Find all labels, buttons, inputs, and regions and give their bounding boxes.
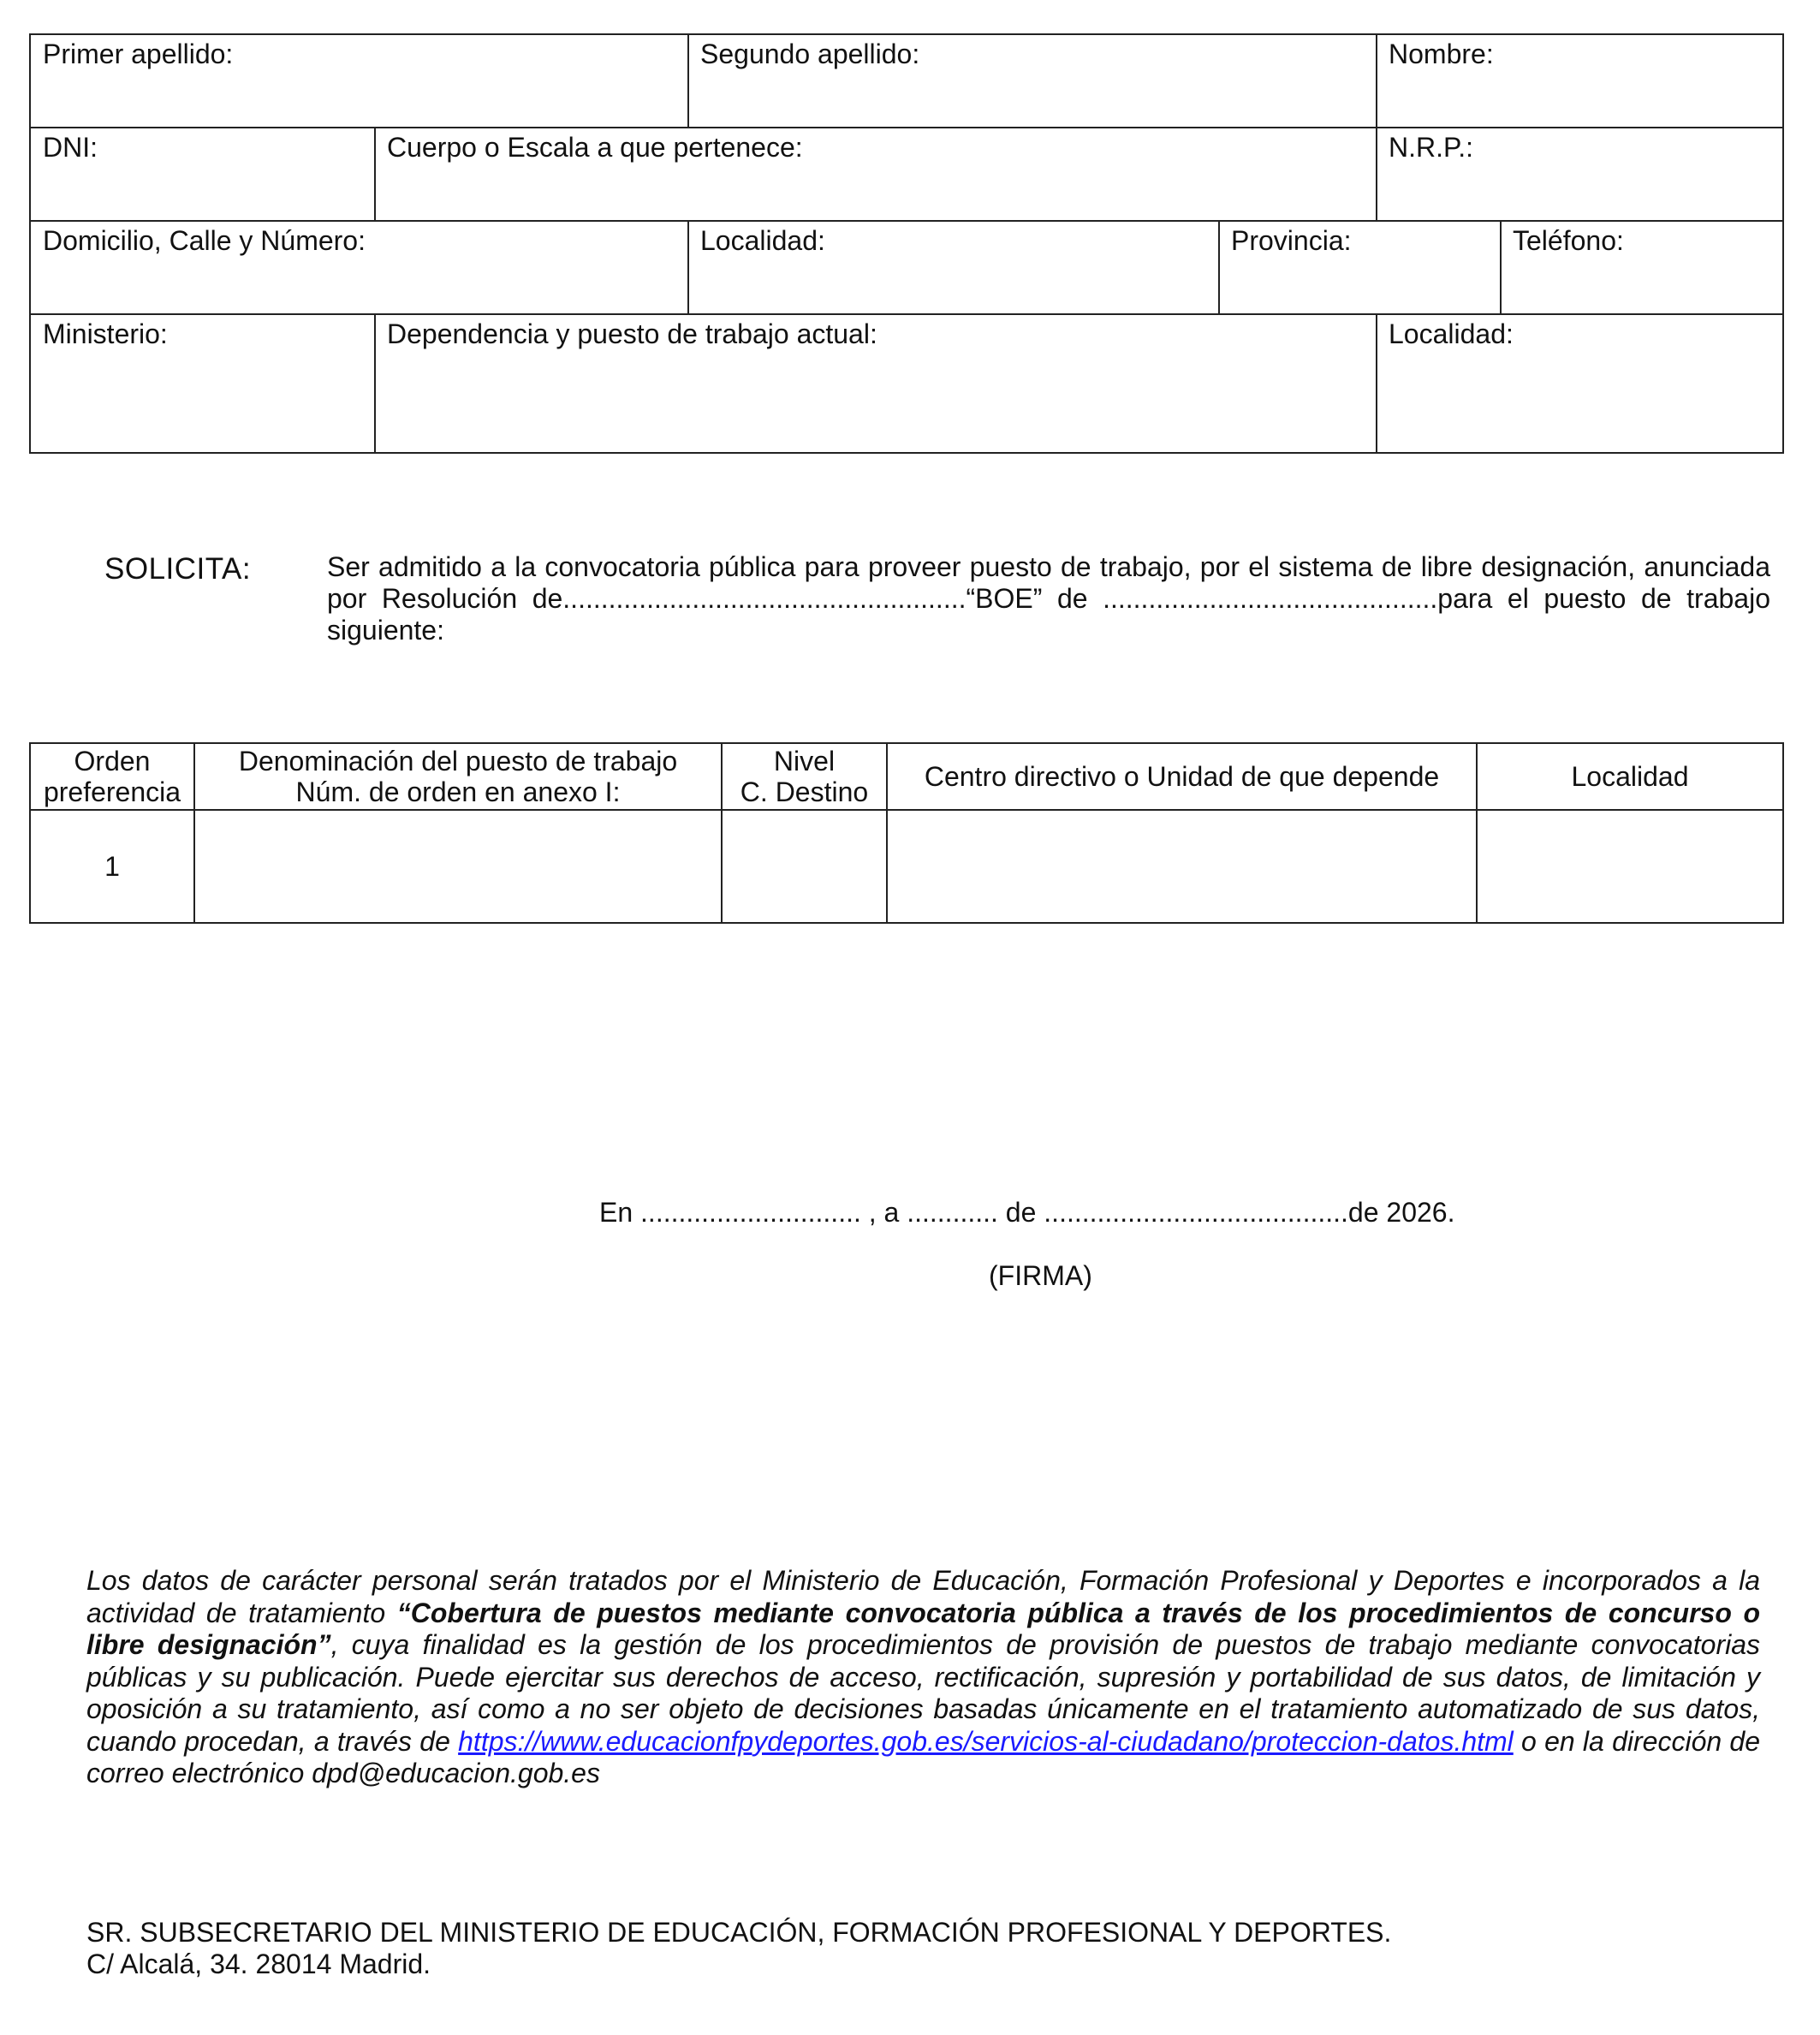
header-localidad bbox=[1478, 744, 1782, 809]
segundo-apellido-field[interactable]: Segundo apellido: bbox=[700, 39, 920, 69]
nrp-field[interactable]: N.R.P.: bbox=[1389, 132, 1473, 163]
header-text: Orden bbox=[74, 746, 151, 777]
solicita-line: Ser admitido a la convocatoria pública para proveer puesto de trabajo, por el sistema de libre designación, anunciada bbox=[327, 551, 1770, 582]
addressee bbox=[86, 1917, 1391, 1980]
cell-centro[interactable] bbox=[888, 811, 1476, 922]
positions-table bbox=[29, 742, 1784, 924]
localidad-trabajo-field[interactable]: Localidad: bbox=[1389, 318, 1514, 349]
header-text: Localidad bbox=[1571, 761, 1689, 792]
cuerpo-escala-field[interactable]: Cuerpo o Escala a que pertenece: bbox=[387, 132, 803, 163]
col-divider bbox=[1500, 220, 1502, 313]
date-line: En ............................. , a ............ de ........................................de 2026. bbox=[599, 1197, 1455, 1228]
dependencia-field[interactable]: Dependencia y puesto de trabajo actual: bbox=[387, 318, 877, 349]
col-divider bbox=[374, 127, 376, 220]
primer-apellido-field[interactable]: Primer apellido: bbox=[43, 39, 234, 69]
addressee-title: SR. SUBSECRETARIO DEL MINISTERIO DE EDUCACIÓN, FORMACIÓN PROFESIONAL Y DEPORTES. bbox=[86, 1917, 1392, 1948]
telefono-field[interactable]: Teléfono: bbox=[1513, 225, 1624, 256]
row-divider bbox=[31, 127, 1782, 128]
privacy-text: Los datos de carácter personal serán tratados por el Ministerio de Educación, Formación Profesional y Deportes e incorporados a la actividad de tratamiento bbox=[86, 1565, 1760, 1628]
solicita-label: SOLICITA: bbox=[104, 552, 252, 586]
col-divider bbox=[687, 220, 689, 313]
dni-field[interactable]: DNI: bbox=[43, 132, 98, 163]
header-centro bbox=[888, 744, 1476, 809]
row-divider bbox=[31, 220, 1782, 222]
header-text: Núm. de orden en anexo I: bbox=[295, 777, 621, 807]
cell-denominacion[interactable] bbox=[195, 811, 721, 922]
cell-localidad[interactable] bbox=[1478, 811, 1782, 922]
ministerio-field[interactable]: Ministerio: bbox=[43, 318, 168, 349]
privacy-text: , cuya finalidad es la gestión de los procedimientos de provisión de puestos de trabajo mediante convocatorias públicas y su publicación. Puede ejercitar sus derechos de acceso, rectificación, supresión y portabilidad de sus datos, de limitación y oposición a su tratamiento, así como a no ser objeto de decisiones basadas únicamente en el tratamiento automatizado de sus datos, cuando procedan, a través de bbox=[86, 1629, 1761, 1757]
addressee-address: C/ Alcalá, 34. 28014 Madrid. bbox=[86, 1949, 431, 1979]
privacy-activity-name: “Cobertura de puestos mediante convocatoria pública a través de los procedimientos de concurso o libre designación” bbox=[86, 1597, 1761, 1660]
col-divider bbox=[1376, 313, 1377, 452]
localidad-domicilio-field[interactable]: Localidad: bbox=[700, 225, 825, 256]
domicilio-field[interactable]: Domicilio, Calle y Número: bbox=[43, 225, 366, 256]
col-divider bbox=[687, 35, 689, 127]
header-orden bbox=[31, 744, 193, 809]
header-denominacion bbox=[195, 744, 721, 809]
cell-orden: 1 bbox=[104, 850, 120, 882]
row-divider bbox=[31, 313, 1782, 315]
header-text: Denominación del puesto de trabajo bbox=[238, 746, 678, 777]
header-text: Centro directivo o Unidad de que depende bbox=[924, 761, 1440, 792]
header-nivel bbox=[723, 744, 886, 809]
header-text: C. Destino bbox=[740, 777, 869, 807]
nombre-field[interactable]: Nombre: bbox=[1389, 39, 1494, 69]
header-text: Nivel bbox=[773, 746, 836, 777]
personal-data-form bbox=[29, 33, 1784, 454]
col-divider bbox=[374, 313, 376, 452]
privacy-notice bbox=[86, 1565, 1760, 1790]
col-divider bbox=[1376, 127, 1377, 220]
col-divider bbox=[1376, 35, 1377, 127]
header-text: preferencia bbox=[43, 777, 181, 807]
solicita-line: por Resolución de.....................................................“BOE” de ............................................para el puesto de trabajo bbox=[327, 583, 1770, 614]
signature-label: (FIRMA) bbox=[989, 1260, 1092, 1291]
privacy-text: o en la dirección de correo electrónico dpd@educacion.gob.es bbox=[86, 1725, 1761, 1788]
privacy-link[interactable]: https://www.educacionfpydeportes.gob.es/servicios-al-ciudadano/proteccion-datos.html bbox=[458, 1725, 1514, 1757]
solicita-line: siguiente: bbox=[327, 615, 444, 646]
provincia-field[interactable]: Provincia: bbox=[1231, 225, 1352, 256]
col-divider bbox=[1218, 220, 1220, 313]
cell-nivel[interactable] bbox=[723, 811, 886, 922]
solicita-text bbox=[327, 551, 1770, 646]
